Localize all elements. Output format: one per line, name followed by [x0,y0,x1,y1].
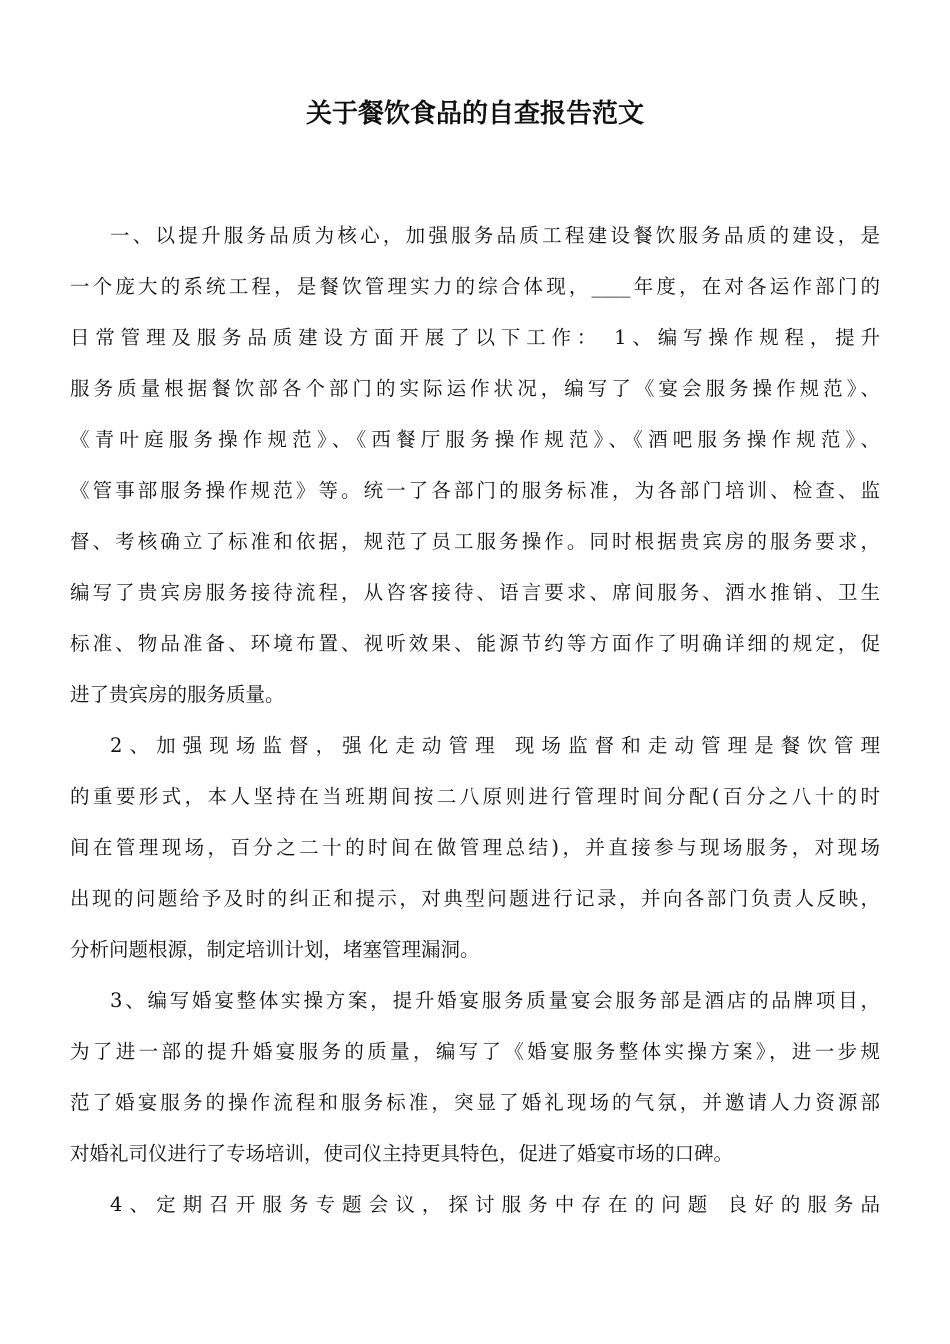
text-line: 3、编写婚宴整体实操方案，提升婚宴服务质量宴会服务部是酒店的品牌项目， [110,989,880,1012]
document-title: 关于餐饮食品的自查报告范文 [305,99,644,129]
text-line: 对婚礼司仪进行了专场培训，使司仪主持更具特色，促进了婚宴市场的口碑。 [70,1142,734,1165]
text-line: 范了婚宴服务的操作流程和服务标准，突显了婚礼现场的气氛，并邀请人力资源部 [70,1091,880,1114]
text-line: 一个庞大的系统工程，是餐饮管理实力的综合体现，____年度，在对各运作部门的 [70,275,880,298]
text-line: 编写了贵宾房服务接待流程，从咨客接待、语言要求、席间服务、酒水推销、卫生 [70,581,880,604]
text-line: 进了贵宾房的服务质量。 [70,683,285,706]
text-line: 《青叶庭服务操作规范》、《西餐厅服务操作规范》、《酒吧服务操作规范》、 [70,428,880,451]
text-line: 一、以提升服务品质为核心，加强服务品质工程建设餐饮服务品质的建设，是 [110,224,880,247]
text-line: 《管事部服务操作规范》等。统一了各部门的服务标准，为各部门培训、检查、监 [70,479,880,502]
text-line: 的重要形式，本人坚持在当班期间按二八原则进行管理时间分配(百分之八十的时 [70,785,880,808]
text-line: 日常管理及服务品质建设方面开展了以下工作： 1、编写操作规程，提升 [70,326,880,349]
text-line: 2、加强现场监督，强化走动管理 现场监督和走动管理是餐饮管理 [110,734,880,757]
text-line: 服务质量根据餐饮部各个部门的实际运作状况，编写了《宴会服务操作规范》、 [70,377,880,400]
text-line: 标准、物品准备、环境布置、视听效果、能源节约等方面作了明确详细的规定，促 [70,632,880,655]
text-line: 出现的问题给予及时的纠正和提示，对典型问题进行记录，并向各部门负责人反映， [70,887,880,910]
text-line: 督、考核确立了标准和依据，规范了员工服务操作。同时根据贵宾房的服务要求， [70,530,880,553]
text-line: 4、定期召开服务专题会议，探讨服务中存在的问题 良好的服务品 [110,1193,880,1216]
document-body [70,210,880,1230]
text-line: 间在管理现场，百分之二十的时间在做管理总结)，并直接参与现场服务，对现场 [70,836,880,859]
text-line: 为了进一部的提升婚宴服务的质量，编写了《婚宴服务整体实操方案》，进一步规 [70,1040,880,1063]
text-line: 分析问题根源，制定培训计划，堵塞管理漏洞。 [70,938,480,961]
